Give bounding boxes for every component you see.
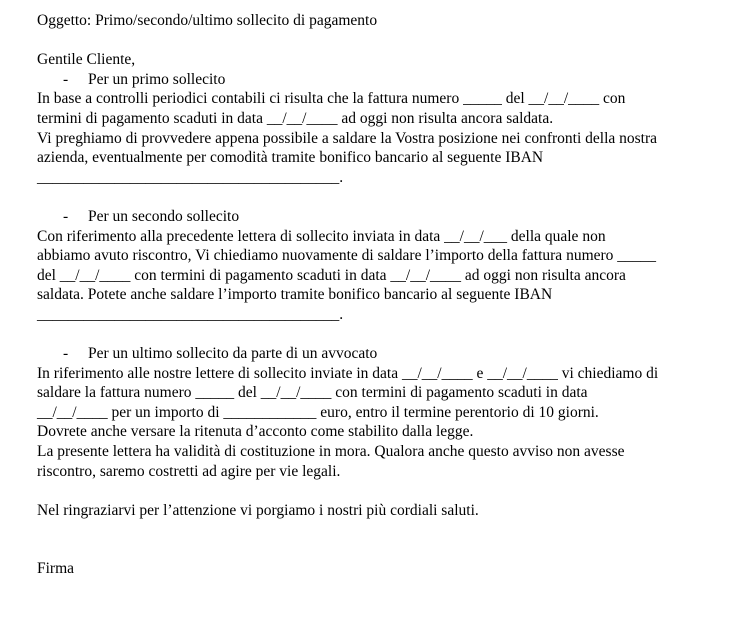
greeting: Gentile Cliente, — [37, 51, 136, 69]
section-3-line: La presente lettera ha validità di costituzione in mora. Qualora anche questo avviso non avesse — [37, 443, 625, 461]
section-2-line: del __/__/____ con termini di pagamento scaduti in data __/__/____ ad oggi non risulta ancora — [37, 266, 626, 284]
signature-label: Firma — [37, 560, 75, 578]
section-2-line: saldata. Potete anche saldare l’importo tramite bonifico bancario al seguente IBAN — [37, 286, 553, 304]
section-heading-text: Per un ultimo sollecito da parte di un avvocato — [88, 345, 378, 363]
letter-document — [37, 11, 727, 579]
section-2-iban-blank: _______________________________________. — [37, 305, 344, 323]
section-1-line: Vi preghiamo di provvedere appena possibile a saldare la Vostra posizione nei confronti della nostra — [37, 129, 658, 147]
section-1-line: In base a controlli periodici contabili ci risulta che la fattura numero _____ del __/__/____ con — [37, 90, 626, 108]
subject-line: Oggetto: Primo/secondo/ultimo sollecito di pagamento — [37, 12, 378, 29]
spacer — [37, 187, 727, 207]
section-heading-text: Per un primo sollecito — [88, 70, 226, 88]
section-3-line: saldare la fattura numero _____ del __/__/____ con termini di pagamento scaduti in data — [37, 384, 588, 402]
section-2-line: Con riferimento alla precedente lettera di sollecito inviata in data __/__/___ della quale non — [37, 227, 606, 245]
section-1-line: termini di pagamento scaduti in data __/__/____ ad oggi non risulta ancora saldata. — [37, 109, 554, 127]
bullet-dash-icon: - — [63, 70, 69, 88]
section-2-line: abbiamo avuto riscontro, Vi chiediamo nuovamente di saldare l’importo della fattura numero _____ — [37, 247, 657, 265]
spacer — [37, 31, 727, 51]
spacer — [37, 325, 727, 345]
spacer — [37, 520, 727, 559]
section-1-heading — [37, 70, 727, 90]
closing-line: Nel ringraziarvi per l’attenzione vi porgiamo i nostri più cordiali saluti. — [37, 501, 479, 519]
section-3-line: Dovrete anche versare la ritenuta d’acconto come stabilito dalla legge. — [37, 423, 474, 441]
section-3-line: riscontro, saremo costretti ad agire per vie legali. — [37, 462, 341, 480]
bullet-dash-icon: - — [63, 345, 69, 363]
section-2-heading — [37, 207, 727, 227]
bullet-dash-icon: - — [63, 207, 69, 225]
spacer — [37, 481, 727, 501]
section-1-iban-blank: _______________________________________. — [37, 168, 344, 186]
section-3-line: In riferimento alle nostre lettere di sollecito inviate in data __/__/____ e __/__/____ vi chiediamo di — [37, 364, 659, 382]
section-3-heading — [37, 344, 727, 364]
section-1-line: azienda, eventualmente per comodità tramite bonifico bancario al seguente IBAN — [37, 149, 544, 167]
section-3-line: __/__/____ per un importo di ____________ euro, entro il termine perentorio di 10 giorni. — [37, 403, 599, 421]
section-heading-text: Per un secondo sollecito — [88, 207, 240, 225]
